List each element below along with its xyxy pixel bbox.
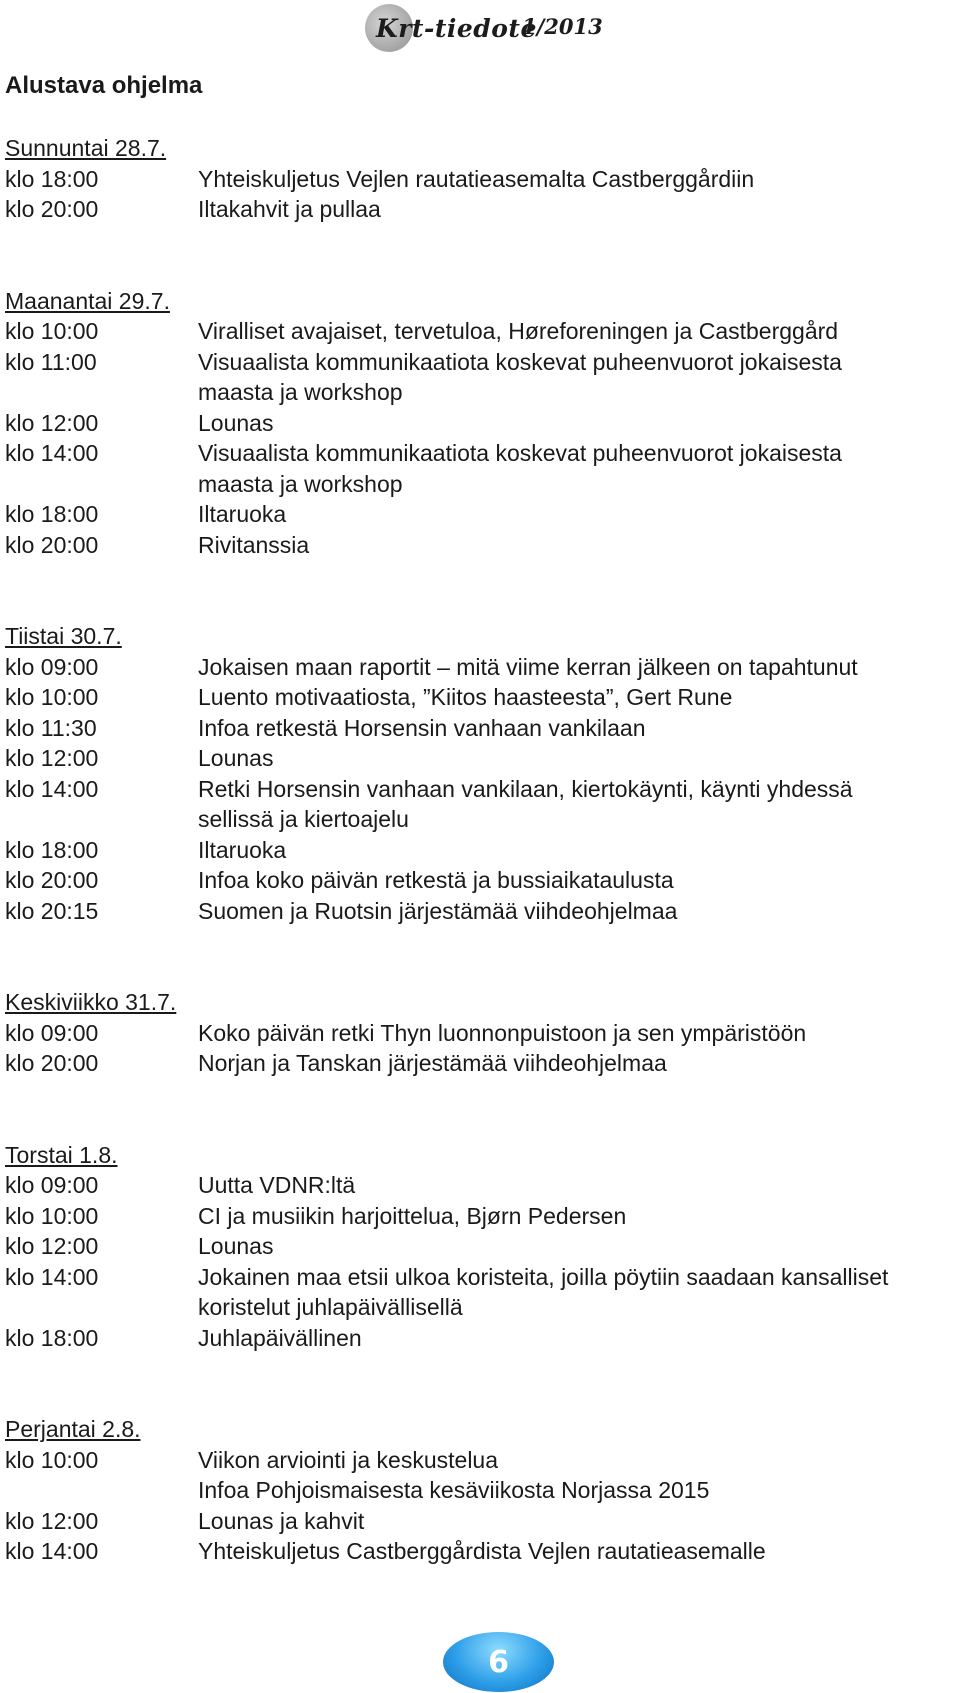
schedule-activity — [198, 438, 960, 499]
schedule-time: klo 12:00 — [5, 1507, 99, 1534]
schedule-time: klo 14:00 — [5, 775, 99, 802]
activity-line: Jokainen maa etsii ulkoa koristeita, joilla pöytiin saadaan kansalliset — [198, 1263, 889, 1290]
activity-line: Viikon arviointi ja keskustelua — [198, 1446, 499, 1473]
schedule-activity — [198, 1048, 960, 1079]
activity-line: Juhlapäivällinen — [198, 1324, 362, 1351]
activity-line: Infoa Pohjoismaisesta kesäviikosta Norjassa 2015 — [198, 1477, 710, 1503]
schedule-time: klo 18:00 — [5, 165, 99, 192]
activity-line: sellissä ja kiertoajelu — [198, 806, 409, 832]
page-number: 6 — [488, 1644, 509, 1680]
schedule-row — [5, 408, 960, 439]
activity-line: Infoa koko päivän retkestä ja bussiaikataulusta — [198, 867, 674, 893]
day-title: Tiistai 30.7. — [5, 623, 122, 649]
activity-line: Uutta VDNR:ltä — [198, 1172, 356, 1198]
schedule-row — [5, 1536, 960, 1567]
schedule-activity — [198, 164, 960, 195]
newsletter-header — [365, 4, 537, 52]
schedule-time: klo 10:00 — [5, 684, 99, 710]
schedule-activity — [198, 194, 960, 225]
day-title: Sunnuntai 28.7. — [5, 135, 167, 161]
schedule-activity — [198, 530, 960, 561]
schedule-activity — [198, 835, 960, 866]
day-title: Perjantai 2.8. — [5, 1416, 141, 1442]
schedule-time: klo 12:00 — [5, 1233, 99, 1259]
day-title: Keskiviikko 31.7. — [5, 989, 177, 1015]
schedule-activity — [198, 1323, 960, 1354]
activity-line: Yhteiskuljetus Vejlen rautatieasemalta Castberggårdiin — [198, 165, 755, 192]
schedule-activity — [198, 652, 960, 683]
schedule-activity — [198, 896, 960, 927]
schedule-row — [5, 1262, 960, 1323]
activity-line: Rivitanssia — [198, 531, 310, 558]
schedule-time: klo 20:00 — [5, 1050, 99, 1076]
schedule-row — [5, 1231, 960, 1262]
schedule-time: klo 10:00 — [5, 318, 99, 344]
schedule-time: klo 20:00 — [5, 867, 99, 893]
activity-line: Lounas — [198, 745, 274, 771]
schedule-time: klo 14:00 — [5, 1263, 99, 1290]
schedule-row — [5, 1445, 960, 1506]
schedule-row — [5, 530, 960, 561]
activity-line: Retki Horsensin vanhaan vankilaan, kiertokäynti, käynti yhdessä — [198, 775, 853, 802]
activity-line: Infoa retkestä Horsensin vanhaan vankilaan — [198, 714, 646, 741]
activity-line: Visuaalista kommunikaatiota koskevat puheenvuorot jokaisesta — [198, 348, 842, 375]
activity-line: Iltakahvit ja pullaa — [198, 196, 381, 222]
schedule-activity — [198, 1262, 960, 1323]
schedule-row — [5, 774, 960, 835]
schedule-activity — [198, 713, 960, 744]
schedule-activity — [198, 1201, 960, 1232]
issue-number: 1/2013 — [522, 14, 603, 39]
day-section — [5, 987, 960, 1079]
schedule-time: klo 12:00 — [5, 745, 99, 771]
activity-line: Koko päivän retki Thyn luonnonpuistoon ja sen ympäristöön — [198, 1019, 807, 1046]
activity-line: Lounas ja kahvit — [198, 1507, 365, 1534]
schedule-row — [5, 438, 960, 499]
activity-line: Luento motivaatiosta, ”Kiitos haasteesta”, Gert Rune — [198, 684, 733, 710]
activity-line: maasta ja workshop — [198, 470, 403, 497]
activity-line: maasta ja workshop — [198, 379, 403, 405]
schedule-activity — [198, 865, 960, 896]
page-number-badge — [443, 1632, 554, 1692]
schedule-activity — [198, 1018, 960, 1049]
schedule-row — [5, 652, 960, 683]
day-section — [5, 621, 960, 926]
schedule-activity — [198, 743, 960, 774]
schedule-time: klo 20:00 — [5, 196, 99, 222]
activity-line: Lounas — [198, 409, 274, 436]
schedule-activity — [198, 499, 960, 530]
schedule-row — [5, 1506, 960, 1537]
day-section — [5, 1140, 960, 1354]
schedule-time: klo 12:00 — [5, 409, 99, 436]
day-section — [5, 1414, 960, 1567]
activity-line: Norjan ja Tanskan järjestämää viihdeohjelmaa — [198, 1050, 667, 1076]
schedule-time: klo 18:00 — [5, 501, 99, 527]
program-schedule — [5, 133, 960, 1567]
schedule-row — [5, 682, 960, 713]
schedule-row — [5, 499, 960, 530]
activity-line: Lounas — [198, 1233, 274, 1259]
schedule-activity — [198, 347, 960, 408]
schedule-activity — [198, 408, 960, 439]
schedule-time: klo 14:00 — [5, 440, 99, 466]
schedule-time: klo 14:00 — [5, 1538, 99, 1564]
activity-line: Iltaruoka — [198, 836, 287, 863]
schedule-time: klo 09:00 — [5, 1172, 99, 1198]
schedule-row — [5, 347, 960, 408]
activity-line: CI ja musiikin harjoittelua, Bjørn Pedersen — [198, 1202, 627, 1229]
day-title: Torstai 1.8. — [5, 1141, 118, 1168]
activity-line: Iltaruoka — [198, 501, 287, 527]
activity-line: Viralliset avajaiset, tervetuloa, Høreforeningen ja Castberggård — [198, 318, 839, 344]
newsletter-logo: Krt-tiedote — [376, 13, 537, 43]
day-section — [5, 133, 960, 225]
activity-line: Jokaisen maan raportit – mitä viime kerran jälkeen on tapahtunut — [198, 653, 858, 680]
schedule-time: klo 09:00 — [5, 653, 99, 680]
schedule-row — [5, 713, 960, 744]
schedule-activity — [198, 1170, 960, 1201]
schedule-time: klo 20:15 — [5, 897, 99, 924]
activity-line: Visuaalista kommunikaatiota koskevat puheenvuorot jokaisesta — [198, 440, 842, 466]
activity-line: Suomen ja Ruotsin järjestämää viihdeohjelmaa — [198, 897, 678, 924]
schedule-time: klo 11:00 — [5, 348, 97, 375]
schedule-row — [5, 865, 960, 896]
schedule-row — [5, 1201, 960, 1232]
schedule-row — [5, 835, 960, 866]
schedule-row — [5, 896, 960, 927]
schedule-row — [5, 316, 960, 347]
schedule-row — [5, 164, 960, 195]
schedule-time: klo 18:00 — [5, 836, 99, 863]
schedule-time: klo 18:00 — [5, 1324, 99, 1351]
activity-line: koristelut juhlapäivällisellä — [198, 1294, 463, 1320]
day-section — [5, 286, 960, 561]
schedule-time: klo 10:00 — [5, 1446, 99, 1473]
schedule-activity — [198, 1231, 960, 1262]
schedule-time: klo 09:00 — [5, 1019, 99, 1046]
schedule-time: klo 20:00 — [5, 531, 99, 558]
schedule-row — [5, 1323, 960, 1354]
schedule-row — [5, 1018, 960, 1049]
schedule-row — [5, 743, 960, 774]
schedule-row — [5, 1170, 960, 1201]
activity-line: Yhteiskuljetus Castberggårdista Vejlen rautatieasemalle — [198, 1538, 766, 1564]
day-title: Maanantai 29.7. — [5, 287, 170, 314]
schedule-activity — [198, 1445, 960, 1506]
schedule-activity — [198, 1536, 960, 1567]
schedule-row — [5, 194, 960, 225]
page-title: Alustava ohjelma — [5, 72, 203, 99]
schedule-row — [5, 1048, 960, 1079]
schedule-activity — [198, 316, 960, 347]
schedule-time: klo 10:00 — [5, 1202, 99, 1229]
schedule-time: klo 11:30 — [5, 714, 97, 741]
schedule-activity — [198, 774, 960, 835]
schedule-activity — [198, 682, 960, 713]
schedule-activity — [198, 1506, 960, 1537]
